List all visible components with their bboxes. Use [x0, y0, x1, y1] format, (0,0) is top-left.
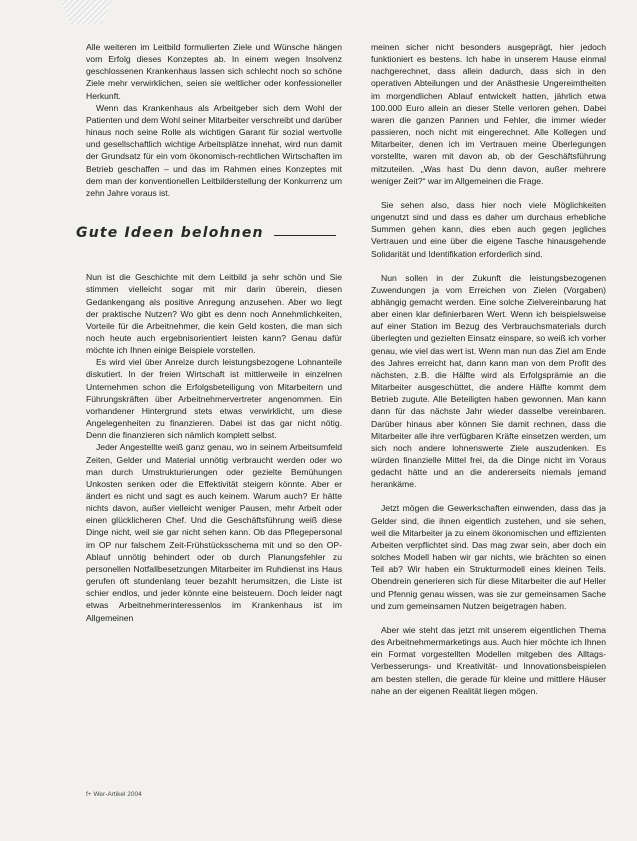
left-paragraph-5: Jeder Angestellte weiß ganz genau, wo in seinem Arbeitsumfeld Zeiten, Gelder und Material unnötig verbraucht werden oder wo man durch Umstrukturierungen oder gezielte Bemühungen Unkosten senken oder die Effektivität steigern könnte. Aber er ändert es nicht und sagt es auch keinem. Warum auch? Er hätte nichts davon, außer vielleicht weniger Pausen, mehr Arbeit oder einen glücklicheren Chef. Und die Geschäftsführung weiß diese Dinge nicht, weil sie gar nicht sehen kann. Ob das Pflegepersonal im OP nur falschem Zeit-Frühstücksschema mit und so den OP-Ablauf unnötig behindert oder ob durch Planungsfehler zu personellen Notfallbesetzungen Mitarbeiter im Ruhdienst ins Haus gerufen oft stundenlang teuer bezahlt herumsitzen, die Liste ist schier endlos, und jeder könnte eine beisteuern. Doch leider nagt etwas Arbeitnehmerinteressenlos im Krankenhaus ist im Allgemeinen: [86, 442, 342, 623]
left-paragraph-3: Nun ist die Geschichte mit dem Leitbild ja sehr schön und Sie stimmen vielleicht sogar mit mir darin überein, diesen Gedankengang als positive Anregung anzusehen. Aber wo liegt der praktische Nutzen? Wo gibt es denn noch Annehmlichkeiten, Vorteile für die Arbeitnehmer, die kein Geld kosten, die man sich noch heute auch ergebnisorientiert leisten kann? Genau dafür möchte ich Ihnen einige Beispiele vorstellen.: [86, 272, 342, 356]
right-paragraph-2: Sie sehen also, dass hier noch viele Möglichkeiten ungenutzt sind und dass es daher um durchaus erhebliche Summen gehen kann, dies eben auch gegen jegliches Vertrauen und eine über die eigene Tasche hinausgehende Solidarität und Identifikation erforderlich sind.: [371, 199, 606, 259]
right-paragraph-1: meinen sicher nicht besonders ausgeprägt, hier jedoch funktioniert es bestens. Ich habe in unserem Hause einmal nachgerechnet, dass allein dadurch, dass sich in den operativen Abteilungen und der Anästhesie Ungereimtheiten im morgendlichen Ablauf entwickelt hatten, jährlich etwa 100.000 Euro allein an dieser Stelle verloren gehen. Dabei waren die ganzen Pannen und Fehler, die immer wieder passieren, noch nicht mit eingerechnet. Alle Kollegen und Mitarbeiter, denen ich im Vertrauen meine Überlegungen vorstellte, waren mit davon ab, ob der Geschäftsführung mitzuteilen. „Was hast Du denn davon, außer mehrere weniger Zeit?“ war im Allgemeinen die Frage.: [371, 42, 606, 186]
page-footer: f+ Wer-Artikel 2004: [86, 791, 142, 798]
right-paragraph-5: Aber wie steht das jetzt mit unserem eigentlichen Thema des Arbeitnehmermarketings aus. Auch hier möchte ich Ihnen ein Format vorgestellten Modellen mitgeben des Alltags-Verbesserungs- und Kreativität- und Innovationsbeispielen am besten stellen, die gerade für kleine und mittlere Häuser nahe an der eigenen Realität liegen mögen.: [371, 624, 606, 696]
left-paragraph-4: Es wird viel über Anreize durch leistungsbezogene Lohnanteile diskutiert. In der freien Wirtschaft ist mittlerweile in einzelnen Unternehmen schon die Erfolgsbeteiligung von Mitarbeitern und Führungskräften über Arbeitnehmervertreter angenommen. Ein vorhandener Hintergrund stets etwas verwirklicht, um diese Angelegenheiten zu finanzieren. Dabei ist das gar nicht nötig. Denn die finanzieren sich nämlich komplett selbst.: [86, 357, 342, 441]
corner-scan-mark: [60, 0, 112, 24]
heading-rule: [274, 235, 336, 236]
left-paragraph-2: Wenn das Krankenhaus als Arbeitgeber sich dem Wohl der Patienten und dem Wohl seiner Mitarbeiter verschreibt und darüber hinaus noch seine Rolle als wichtigen Garant für sozial wertvolle und gesellschaftlich wichtige Arbeitsplätze innehat, wird nun damit der Grundsatz für ein vom ökonomisch-rechtlichen Wirtschaften im Betrieb geschaffen – und das im Rahmen eines Konzeptes mit dem man der konventionellen Leitbilderstellung der Konkurrenz um zehn Jahre voraus ist.: [86, 102, 342, 198]
right-paragraph-4: Jetzt mögen die Gewerkschaften einwenden, dass das ja Gelder sind, die ihnen eigentlich zustehen, und sie sehen, weil die Mitarbeiter ja zu einem ökonomischen und effizienten Arbeiten verpflichtet sind. Das mag zwar sein, aber doch ein solches Modell haben wir gar nichts, wie brächten so einen Teil ab? Wir haben ein Strukturmodell eines kleinen Teils. Obendrein generieren sich für diese Mitarbeiter die auf Heller und Pfennig genau wissen, was sie zur gemeinsamen Sache und zum gemeinsamen Nutzen beigetragen haben.: [371, 503, 606, 611]
left-column: [76, 41, 342, 624]
left-paragraph-1: Alle weiteren im Leitbild formulierten Ziele und Wünsche hängen vom Erfolg dieses Konzeptes ab. In einem wegen Insolvenz geschlossenen Krankenhaus lassen sich schlecht noch so schöne Ziele mehr verwirklichen, seien sie weltlicher oder konfessioneller Herkunft.: [86, 42, 342, 101]
right-column: [371, 41, 606, 697]
right-paragraph-3: Nun sollen in der Zukunft die leistungsbezogenen Zuwendungen ja vom Erreichen von Zielen (Vorgaben) abhängig gemacht werden. Eine solche Zielvereinbarung hat aber einen klar definierbaren Wert. Wenn ich beispielsweise auf einer Station im Bezug des Verbrauchsmaterials durch überlegten und gezielten Einsatz einspare, so weiß ich vorher genau, wie viel das wert ist. Wenn man nun das Ziel am Ende des Jahres erreicht hat, dann kann man von dem Profit des nächsten, z.B. die Hälfte wird als Erfolgsprämie an die Mitarbeiter ausgeschüttet, die andere Hälfte kommt dem Betrieb zugute. Alle Beteiligten haben gewonnen. Man kann dann für das nächste Jahr wieder dasselbe vereinbaren. Darüber hinaus aber können Sie damit rechnen, dass die Mitarbeiter alle ihre verfügbaren Kräfte einsetzen werden, um sich noch andere lohnenswerte Ziele auszudenken. Es würden finanzielle Mittel frei, da die Dinge nicht im Voraus gedacht hätte und an die andererseits niemals jemand herankäme.: [371, 272, 606, 490]
section-heading-row: [76, 225, 342, 242]
section-heading: Gute Ideen belohnen: [76, 225, 264, 242]
